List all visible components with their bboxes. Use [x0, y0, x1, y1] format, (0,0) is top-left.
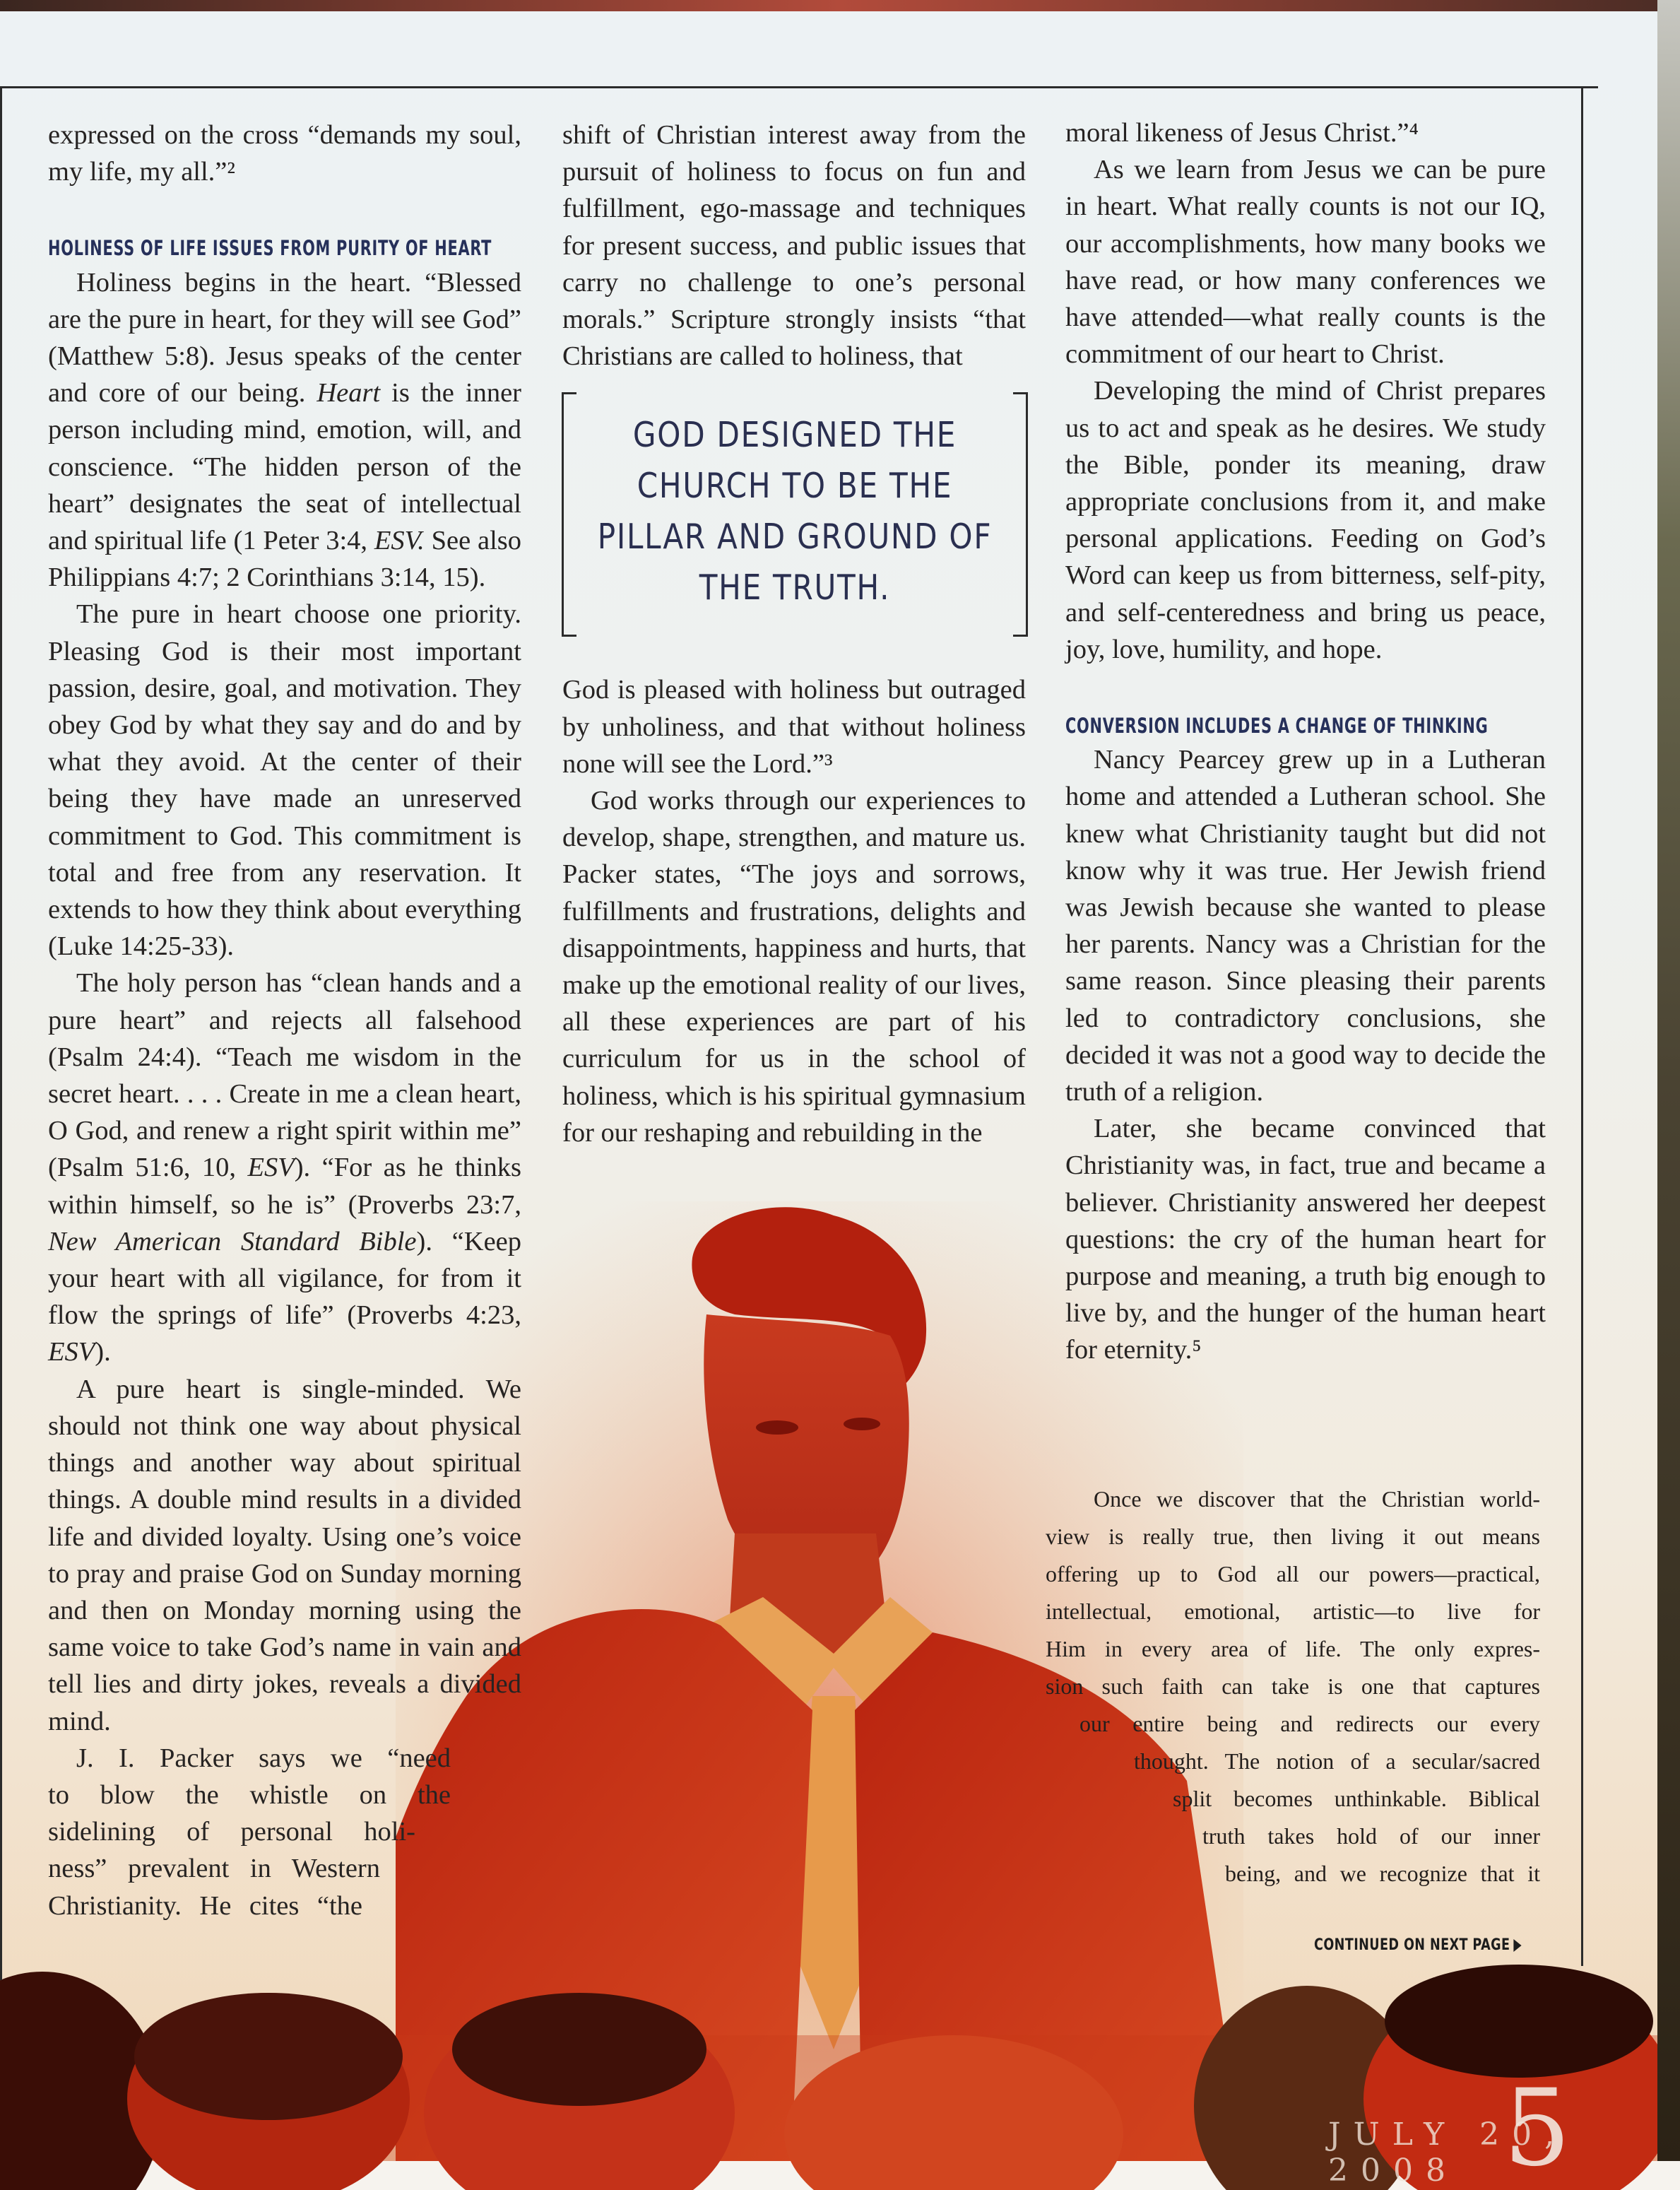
- section-heading: CONVERSION INCLUDES A CHANGE OF THINKING: [1065, 714, 1489, 738]
- paragraph: As we learn from Jesus we can be pure in heart. What really counts is not our IQ, our accomplishments, how many books we have read, or how many conferences we have attended—what really counts is the commitment of our heart to Christ.: [1065, 155, 1546, 370]
- paragraph: Nancy Pearcey grew up in a Lutheran home and attended a Lutheran school. She knew what Christianity taught but did not know why it was true. Her Jewish friend was Jewish because she wanted to please her parents. Nancy was a Christian for the same reason. Since pleasing their parents led to contradictory conclusions, she decided it was not a good way to decide the truth of a religion.: [1065, 745, 1546, 1107]
- pull-quote: [562, 392, 1028, 632]
- top-edge: [0, 0, 1680, 11]
- paragraph: shift of Christian interest away from the pursuit of holiness to focus on fun and fulfillment, ego-massage and techniques for present success, and public issues that carry no challenge to one’s personal morals.” Scripture strongly insists “that Christians are called to holiness, that: [562, 120, 1026, 372]
- issue-date: JULY 20, 2008: [1328, 2117, 1568, 2189]
- frame-left-rule: [0, 86, 2, 1980]
- paragraph: Holiness begins in the heart. “Blessed are the pure in heart, for they will see God” (Matthew 5:8). Jesus speaks of the center and core of our being. Heart is the inner person including mind, emotion, will, and conscience. “The hidden person of the heart” designates the seat of intellectual and spiritual life (1 Peter 3:4, ESV. See also Philippians 4:7; 2 Corinthians 3:14, 15).: [48, 267, 521, 593]
- paragraph: expressed on the cross “demands my soul, my life, my all.”²: [48, 120, 521, 187]
- paragraph: The pure in heart choose one priority. Pleasing God is their most important passion, desire, goal, and motivation. They obey God by what they say and do and by what they avoid. At the center of their being they have made an unreserved commitment to God. This commitment is total and free from any reservation. It extends to how they think about everything (Luke 14:25-33).: [48, 599, 521, 962]
- page-number: 5: [1503, 2067, 1571, 2190]
- article-column-1: [48, 117, 521, 1924]
- pull-quote-text: GOD DESIGNED THE CHURCH TO BE THE PILLAR AND GROUND OF THE TRUTH.: [597, 415, 993, 608]
- article-column-3: [1065, 114, 1546, 1369]
- paragraph: God is pleased with holiness but outraged by unholiness, and that without holiness none will see the Lord.”³: [562, 675, 1026, 779]
- quote-block: Once we discover that the Christian world- view is really true, then living it out means offering up to God all our powers—practical, intellectual, emotional, artistic—to live for Him in every area of life. The only expres- sion such faith can take is one that captures our entire being and redirects our every thought. The notion of a secular/sacred split becomes unthinkable. Biblical truth takes hold of our inner being, and we recognize that it: [1046, 1486, 1540, 1886]
- paragraph: Developing the mind of Christ prepares us to act and speak as he desires. We study the Bible, ponder its meaning, draw appropriate conclusions from it, and make personal applications. Feeding on God’s Word can keep us from bitterness, self-pity, and self-centeredness and bring us peace, joy, love, humility, and hope.: [1065, 376, 1546, 664]
- paragraph: The holy person has “clean hands and a pure heart” and rejects all falsehood (Psalm 24:4). “Teach me wisdom in the secret heart. . . . Create in me a clean heart, O God, and renew a right spirit within me” (Psalm 51:6, 10, ESV). “For as he thinks within himself, so he is” (Proverbs 23:7, New American Standard Bible). “Keep your heart with all vigilance, for from it flow the springs of life” (Proverbs 4:23, ESV).: [48, 968, 521, 1367]
- left-bracket: [562, 392, 576, 637]
- paragraph-narrow: J. I. Packer says we “need to blow the whistle on the sidelining of personal holi- ness” prevalent in Western Christianity. He cites “the: [48, 1743, 451, 1921]
- paragraph: A pure heart is single-minded. We should not think one way about physical things and another way about spiritual things. A double mind results in a divided life and divided loyalty. Using one’s voice to pray and praise God on Sunday morning and then on Monday morning using the same voice to take God’s name in vain and tell lies and dirty jokes, reveals a divided mind.: [48, 1374, 521, 1736]
- section-heading: HOLINESS OF LIFE ISSUES FROM PURITY OF HEART: [48, 236, 492, 261]
- paragraph: Later, she became convinced that Christianity was, in fact, true and became a believer. Christianity answered her deepest questions: the cry of the human heart for purpose and meaning, a truth big enough to live by, and the hunger of the human heart for eternity.⁵: [1065, 1114, 1546, 1365]
- right-bracket: [1013, 392, 1028, 637]
- continued-on-next-page: CONTINUED ON NEXT PAGE: [1314, 1936, 1521, 1954]
- paragraph: moral likeness of Jesus Christ.”⁴: [1065, 118, 1419, 148]
- right-page-edge: [1657, 0, 1680, 2161]
- frame-top-rule: [0, 86, 1598, 88]
- frame-right-rule: [1581, 86, 1583, 1966]
- paragraph: God works through our experiences to develop, shape, strengthen, and mature us. Packer states, “The joys and sorrows, fulfillments and frustrations, delights and disappointments, happiness and hurts, that make up the emotional reality of our lives, all these experiences are part of his curriculum for us in the school of holiness, which is his spiritual gymnasium for our reshaping and rebuilding in the: [562, 786, 1026, 1148]
- arrow-right-icon: [1513, 1939, 1521, 1952]
- article-column-2: [562, 117, 1026, 1151]
